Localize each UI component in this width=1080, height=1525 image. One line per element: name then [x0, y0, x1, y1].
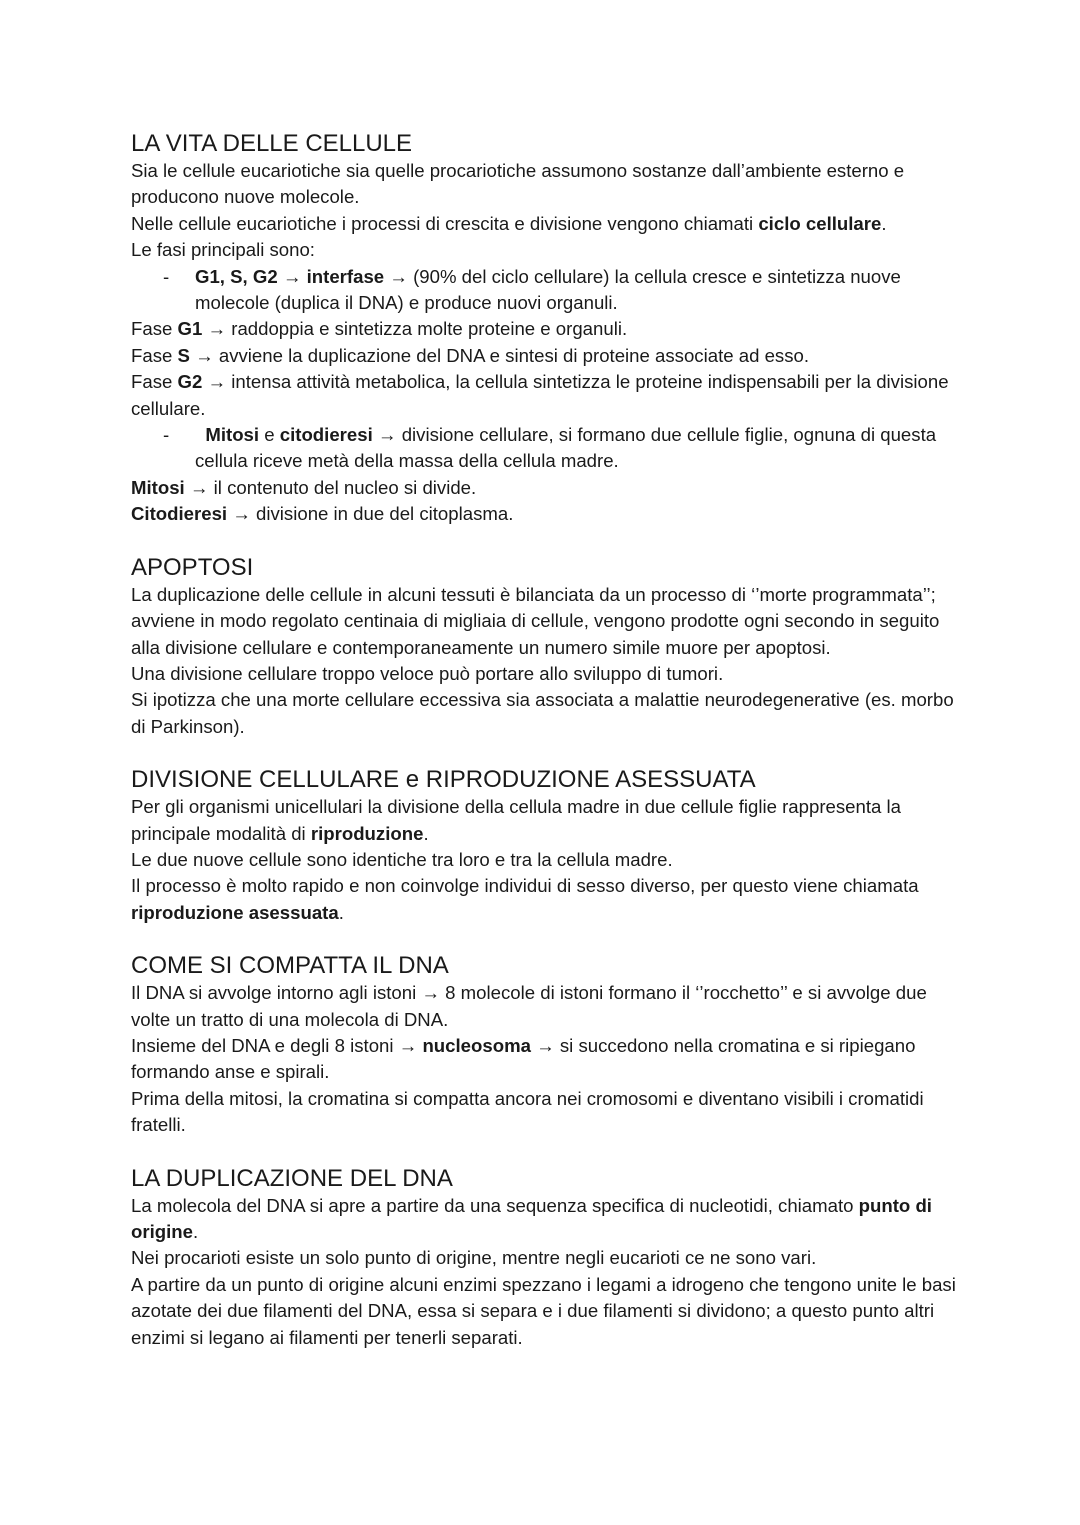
- paragraph: [131, 501, 961, 527]
- paragraph: Si ipotizza che una morte cellulare eccessiva sia associata a malattie neurodegenerative (es. morbo di Parkinson).: [131, 689, 954, 737]
- section-gap: [131, 740, 961, 766]
- bold-term: Mitosi: [131, 476, 185, 498]
- bullet-dash: -: [163, 424, 170, 446]
- bullet-dash: -: [163, 265, 170, 287]
- paragraph: [131, 316, 961, 342]
- bold-term: G2: [177, 371, 203, 393]
- paragraph: [131, 475, 961, 501]
- text-run: Fase: [131, 344, 178, 366]
- section-vita-cellule: [131, 130, 961, 528]
- text-run: → divisione in due del citoplasma.: [227, 503, 514, 525]
- section-title: DIVISIONE CELLULARE e RIPRODUZIONE ASESSUATA: [131, 766, 756, 794]
- paragraph: [131, 873, 961, 926]
- text-run: Fase: [131, 318, 178, 340]
- section-gap: [131, 528, 961, 554]
- paragraph: Il DNA si avvolge intorno agli istoni → 8 molecole di istoni formano il ‘’rocchetto’’ e si avvolge due volte un tratto di una molecola di DNA.: [131, 982, 927, 1030]
- text-run: e: [259, 424, 280, 446]
- bold-term: Mitosi: [205, 424, 260, 446]
- section-compatta-dna: [131, 952, 961, 1138]
- bullet-item: [131, 422, 961, 475]
- paragraph: [131, 369, 961, 422]
- paragraph: Le fasi principali sono:: [131, 239, 315, 261]
- paragraph: Prima della mitosi, la cromatina si compatta ancora nei cromosomi e diventano visibili i cromatidi fratelli.: [131, 1087, 924, 1136]
- paragraph: [131, 1193, 961, 1246]
- text-run: Per gli organismi unicellulari la divisione della cellula madre in due cellule figlie rappresenta la principale modalità di: [131, 796, 901, 844]
- bold-term: G1: [177, 318, 203, 340]
- text-run: Nelle cellule eucariotiche i processi di crescita e divisione vengono chiamati: [131, 212, 759, 234]
- document-page: [131, 130, 961, 1351]
- paragraph: Le due nuove cellule sono identiche tra loro e tra la cellula madre.: [131, 848, 673, 870]
- text-run: .: [423, 822, 429, 844]
- text-run: → avviene la duplicazione del DNA e sintesi di proteine associate ad esso.: [189, 344, 810, 366]
- section-title: LA VITA DELLE CELLULE: [131, 130, 413, 157]
- bold-term: citodieresi: [279, 424, 373, 446]
- text-run: .: [192, 1221, 199, 1242]
- section-gap: [131, 926, 961, 952]
- text-run: → si succedono nella cromatina e si ripiegano formando anse e spirali.: [131, 1034, 916, 1083]
- text-run: → divisione cellulare, si formano due cellule figlie, ognuna di questa cellula riceve metà della massa della cellula madre.: [195, 424, 937, 472]
- bold-term: G1, S, G2: [195, 265, 278, 287]
- text-run: → raddoppia e sintetizza molte proteine e organuli.: [202, 318, 628, 340]
- paragraph: [131, 794, 961, 847]
- bold-term: riproduzione: [310, 822, 424, 844]
- section-title: COME SI COMPATTA IL DNA: [131, 952, 449, 980]
- section-duplicazione-dna: [131, 1165, 961, 1351]
- text-run: .: [881, 212, 887, 234]
- bold-term: nucleosoma: [422, 1034, 531, 1056]
- paragraph: Una divisione cellulare troppo veloce può portare allo sviluppo di tumori.: [131, 662, 724, 684]
- paragraph: A partire da un punto di origine alcuni enzimi spezzano i legami a idrogeno che tengono unite le basi azotate dei due filamenti del DNA, essa si separa e i due filamenti si dividono; a questo punto altri enzimi si legano ai filamenti per tenerli separati.: [131, 1273, 956, 1348]
- section-title: LA DUPLICAZIONE DEL DNA: [131, 1164, 453, 1192]
- text-run: → il contenuto del nucleo si divide.: [184, 476, 477, 498]
- text-run: →: [277, 265, 307, 287]
- section-gap: [131, 1139, 961, 1165]
- paragraph: [131, 1033, 961, 1086]
- bold-term: Citodieresi: [131, 503, 228, 525]
- paragraph: [131, 211, 961, 237]
- paragraph: [131, 343, 961, 369]
- text-run: Il processo è molto rapido e non coinvolge individui di sesso diverso, per questo viene chiamata: [131, 875, 919, 897]
- text-run: Insieme del DNA e degli 8 istoni →: [131, 1034, 423, 1056]
- bold-term: S: [177, 344, 190, 366]
- bold-term: riproduzione asessuata: [131, 901, 339, 923]
- bullet-item: [131, 264, 961, 317]
- text-run: Fase: [131, 371, 178, 393]
- section-apoptosi: [131, 554, 961, 740]
- bold-term: ciclo cellulare: [758, 212, 882, 234]
- text-run: .: [338, 901, 344, 923]
- paragraph: La duplicazione delle cellule in alcuni tessuti è bilanciata da un processo di ‘’morte programmata’’; avviene in modo regolato centinaia di migliaia di cellule, vengono prodotte ogni secondo in seguito alla divisione cellulare e contemporaneamente un numero simile muore per apoptosi.: [131, 583, 940, 658]
- text-run: → intensa attività metabolica, la cellula sintetizza le proteine indispensabili per la divisione cellulare.: [131, 371, 949, 419]
- bold-term: punto di origine: [131, 1194, 932, 1242]
- paragraph: Nei procarioti esiste un solo punto di origine, mentre negli eucarioti ce ne sono vari.: [131, 1247, 817, 1269]
- section-divisione-cellulare: [131, 766, 961, 926]
- paragraph: Sia le cellule eucariotiche sia quelle procariotiche assumono sostanze dall’ambiente esterno e producono nuove molecole.: [131, 160, 905, 208]
- text-run: La molecola del DNA si apre a partire da una sequenza specifica di nucleotidi, chiamato: [131, 1194, 859, 1216]
- section-title: APOPTOSI: [131, 553, 254, 581]
- bold-term: interfase: [306, 265, 385, 287]
- text-run: → (90% del ciclo cellulare) la cellula cresce e sintetizza nuove molecole (duplica il DNA) e produce nuovi organuli.: [195, 265, 901, 314]
